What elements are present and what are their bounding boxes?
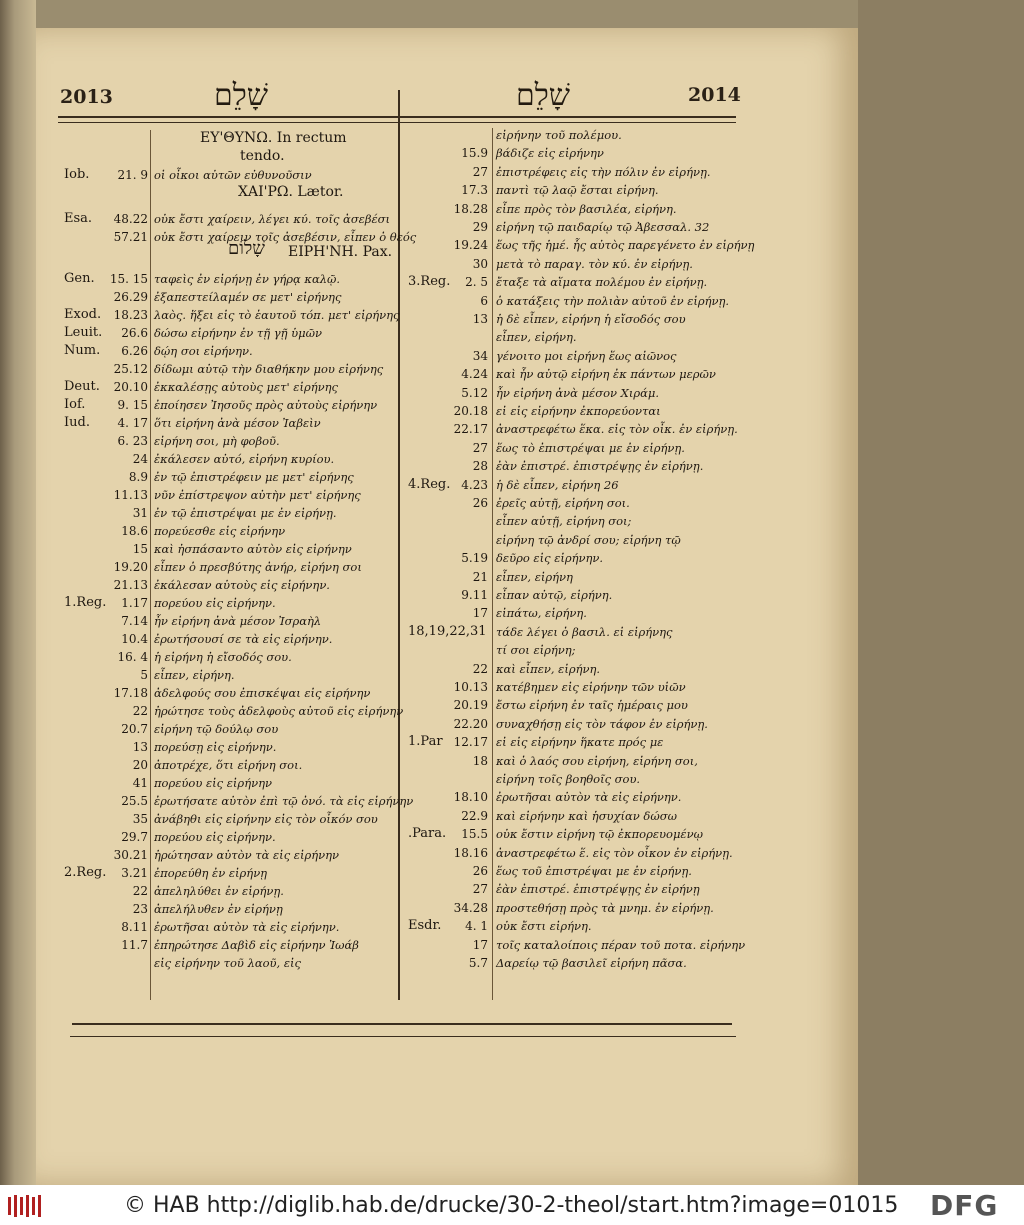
book-abbrev: 2.Reg. [64, 865, 107, 880]
section-heading-eythyno: ΕΥ'ΘΥΝΩ. In rectum [200, 130, 347, 146]
verse-reference: 27 [472, 164, 488, 179]
book-abbrev: Exod. [64, 307, 102, 322]
section-heading-chairo: ΧΑΙ'ΡΩ. Lætor. [238, 184, 344, 200]
verse-reference: 4.24 [461, 367, 488, 382]
column-divider [398, 90, 400, 1000]
page-number-left: 2013 [60, 86, 113, 108]
greek-citation: ἐπορεύθη ἐν εἰρήνῃ [154, 866, 268, 880]
greek-citation: ἦν εἰρήνη ἀνὰ μέσον Ἰσραὴλ [154, 614, 322, 628]
verse-reference: 9. 15 [117, 398, 148, 412]
greek-citation: γένοιτο μοι εἰρήνη ἕως αἰῶνος [496, 348, 677, 363]
greek-citation: εἶπαν αὐτῷ, εἰρήνη. [496, 588, 613, 602]
verse-reference: 11.7 [121, 938, 148, 952]
verse-reference: 19.24 [453, 238, 488, 253]
verse-reference: 10.4 [121, 632, 148, 646]
verse-reference: 16. 4 [117, 650, 148, 664]
verse-reference: 22.9 [461, 808, 488, 823]
verse-reference: 25.12 [113, 362, 148, 376]
greek-citation: ἀναστρεφέτω ἕ. εἰς τὸν οἶκον ἐν εἰρήνῃ. [496, 845, 733, 860]
greek-citation: εἰ εἰς εἰρήνην ἥκατε πρός με [496, 735, 664, 750]
greek-citation: οἱ οἶκοι αὐτῶν εὐθυνοῦσιν [154, 168, 312, 182]
section-heading-eirene: ΕΙΡΗ'ΝΗ. Pax. [288, 244, 393, 260]
greek-citation: ἕως τὸ ἐπιστρέψαι με ἐν εἰρήνῃ. [496, 440, 685, 455]
greek-citation: κατέβημεν εἰς εἰρήνην τῶν υἱῶν [496, 680, 686, 694]
verse-reference: 26.29 [113, 290, 148, 304]
greek-citation: ταφεὶς ἐν εἰρήνῃ ἐν γήρᾳ καλῷ. [154, 272, 341, 286]
verse-reference: 21. 9 [117, 168, 148, 182]
section-heading-hebrew-shalom: שָׁלוֹם [228, 238, 266, 259]
greek-citation: καὶ ἦν αὐτῷ εἰρήνη ἐκ πάντων μερῶν [496, 367, 716, 382]
verse-reference: 18 [472, 753, 488, 768]
verse-reference: 26 [472, 496, 488, 510]
verse-reference: 20.10 [113, 380, 148, 394]
greek-citation: δίδωμι αὐτῷ τὴν διαθήκην μου εἰρήνης [154, 362, 384, 376]
greek-citation: δῴη σοι εἰρήνην. [154, 344, 253, 358]
greek-citation: μετὰ τὸ παραγ. τὸν κύ. ἐν εἰρήνῃ. [496, 256, 693, 271]
verse-reference: 20.18 [453, 404, 488, 418]
verse-reference: 21.13 [113, 578, 148, 592]
verse-reference: 11.13 [113, 488, 148, 502]
greek-citation: πορεύεσθε εἰς εἰρήνην [154, 524, 286, 538]
greek-citation: εἶπε πρὸς τὸν βασιλέα, εἰρήνη. [496, 201, 677, 216]
greek-citation: ἐὰν ἐπιστρέ. ἐπιστρέψῃς ἐν εἰρήνῃ [496, 882, 700, 897]
verse-reference: 34 [472, 348, 488, 363]
section-heading-eythyno-cont: tendo. [240, 148, 285, 164]
verse-reference: 26.6 [121, 326, 148, 340]
greek-citation: ἐπιστρέφεις εἰς τὴν πόλιν ἐν εἰρήνῃ. [496, 164, 711, 179]
greek-citation: εἰρήνη τοῖς βοηθοῖς σου. [496, 772, 641, 786]
verse-reference: 3.21 [121, 866, 148, 880]
greek-citation: καὶ ὁ λαός σου εἰρήνη, εἰρήνη σοι, [496, 753, 698, 768]
book-abbrev: Leuit. [64, 325, 103, 340]
book-abbrev: Num. [64, 343, 101, 358]
verse-reference: 17 [472, 937, 488, 952]
greek-citation: ἐρωτῆσαι αὐτὸν τὰ εἰς εἰρήνην. [154, 920, 340, 934]
book-abbrev: Esdr. [408, 918, 442, 934]
verse-reference: 9.11 [461, 588, 488, 602]
verse-reference: 17.3 [461, 183, 488, 198]
greek-citation: εἰρήνη σοι, μὴ φοβοῦ. [154, 434, 280, 448]
book-abbrev: 3.Reg. [408, 274, 451, 290]
greek-citation: ἐρωτῆσαι αὐτὸν τὰ εἰς εἰρήνην. [496, 790, 682, 805]
verse-reference: 5.12 [461, 385, 488, 400]
verse-reference: 4. 1 [465, 919, 488, 934]
verse-reference: 28 [472, 459, 488, 474]
greek-citation: εἰρήνην τοῦ πολέμου. [496, 128, 622, 142]
verse-reference: 8.9 [128, 470, 148, 484]
greek-citation: εἶπεν αὐτῇ, εἰρήνη σοι; [496, 514, 632, 529]
verse-reference: 18.10 [453, 790, 488, 805]
verse-reference: 20.7 [121, 722, 148, 736]
greek-citation: ἡ εἰρήνη ἡ εἴσοδός σου. [154, 650, 292, 664]
greek-citation: πορεύου εἰς εἰρήνην. [154, 830, 276, 844]
verse-reference: 8.11 [121, 920, 148, 934]
hab-logo-icon [6, 1193, 46, 1219]
verse-reference: 15.9 [461, 146, 488, 161]
verse-reference: 1.17 [121, 596, 148, 610]
verse-reference: 4.23 [461, 477, 488, 492]
greek-citation: καὶ εἶπεν, εἰρήνη. [496, 661, 601, 676]
greek-citation: ἔταξε τὰ αἵματα πολέμου ἐν εἰρήνῃ. [496, 275, 708, 290]
verse-reference: 15. 15 [109, 272, 148, 286]
viewer-footer [0, 1185, 1024, 1225]
verse-reference: 5.19 [461, 551, 488, 566]
verse-reference: 41 [132, 776, 148, 790]
verse-reference: 6. 23 [117, 434, 148, 448]
book-abbrev: 4.Reg. [408, 476, 451, 492]
verse-reference: 27 [472, 882, 488, 897]
page-number-right: 2014 [688, 84, 741, 106]
book-abbrev: Iof. [64, 397, 86, 412]
copyright-url[interactable]: © HAB http://diglib.hab.de/drucke/30-2-theol/start.htm?image=01015 [124, 1193, 899, 1218]
footer-rule [72, 1023, 732, 1025]
book-abbrev: Iud. [64, 415, 90, 430]
greek-citation: ἐὰν ἐπιστρέ. ἐπιστρέψῃς ἐν εἰρήνῃ. [496, 459, 704, 474]
verse-reference: 30 [472, 256, 488, 271]
greek-citation: ἐρεῖς αὐτῇ, εἰρήνη σοι. [496, 496, 630, 510]
greek-citation: εἰς εἰρήνην τοῦ λαοῦ, εἰς [154, 956, 301, 970]
verse-reference: 21 [472, 569, 488, 584]
verse-reference: 22 [472, 661, 488, 676]
verse-reference: 29 [472, 220, 488, 234]
verse-reference: 10.13 [453, 680, 488, 694]
book-abbrev: Esa. [64, 211, 93, 226]
greek-citation: ἀπελήλυθεν ἐν εἰρήνῃ [154, 902, 283, 916]
greek-citation: ἀναστρεφέτω ἕκα. εἰς τὸν οἶκ. ἐν εἰρήνῃ. [496, 422, 738, 437]
greek-citation: οὐκ ἔστι χαίρειν, λέγει κύ. τοῖς ἀσεβέσι [154, 212, 391, 226]
verse-reference: 22.17 [453, 422, 488, 437]
greek-citation: εἰπάτω, εἰρήνη. [496, 606, 587, 621]
greek-citation: οὐκ ἔστιν εἰρήνη τῷ ἐκπορευομένῳ [496, 827, 703, 842]
verse-reference: 20 [132, 758, 148, 772]
greek-citation: εἶπεν ὁ πρεσβύτης ἀνήρ, εἰρήνη σοι [154, 560, 362, 574]
greek-citation: ἡ δὲ εἶπεν, εἰρήνη 26 [496, 477, 619, 492]
greek-citation: ἐρωτήσατε αὐτὸν ἐπὶ τῷ ὀνό. τὰ εἰς εἰρήνην [154, 794, 414, 808]
verse-reference: 22 [132, 704, 148, 718]
greek-citation: λαὸς. ἥξει εἰς τὸ ἑαυτοῦ τόπ. μετ' εἰρήνης [154, 308, 400, 322]
greek-citation: προστεθήσῃ πρὸς τὰ μνημ. ἐν εἰρήνῃ. [496, 900, 714, 915]
greek-citation: καὶ εἰρήνην καὶ ἡσυχίαν δώσω [496, 808, 677, 823]
right-ref-divider [492, 128, 493, 1000]
verse-reference: 13 [472, 312, 488, 326]
verse-reference: 17 [472, 606, 488, 621]
verse-reference: 48.22 [113, 212, 148, 226]
greek-citation: συναχθήσῃ εἰς τὸν τάφον ἐν εἰρήνῃ. [496, 716, 708, 731]
greek-citation: εἶπεν, εἰρήνη [496, 569, 573, 584]
verse-reference: 18.6 [121, 524, 148, 538]
greek-citation: ὅτι εἰρήνη ἀνὰ μέσον Ἰαβεὶν [154, 416, 321, 430]
verse-reference: 6 [480, 293, 488, 308]
verse-reference: 18.28 [453, 201, 488, 216]
verse-reference: 18.16 [453, 845, 488, 860]
greek-citation: ἐρωτήσουσί σε τὰ εἰς εἰρήνην. [154, 632, 333, 646]
verse-reference: 7.14 [121, 614, 148, 628]
greek-citation: ἡ δὲ εἶπεν, εἰρήνη ἡ εἴσοδός σου [496, 312, 686, 326]
verse-reference: 34.28 [453, 900, 488, 915]
greek-citation: ἐν τῷ ἐπιστρέψαι με ἐν εἰρήνῃ. [154, 506, 337, 520]
greek-citation: ἀπεληλύθει ἐν εἰρήνῃ. [154, 884, 284, 898]
greek-citation: οὐκ ἔστι χαίρειν τοῖς ἀσεβέσιν, εἶπεν ὁ θεός [154, 230, 417, 244]
hebrew-headword-left: שָׁלֵם [214, 78, 268, 113]
greek-citation: ἐν τῷ ἐπιστρέφειν με μετ' εἰρήνης [154, 470, 354, 484]
verse-reference: 17.18 [113, 686, 148, 700]
verse-reference: 30.21 [113, 848, 148, 862]
verse-reference: 29.7 [121, 830, 148, 844]
book-abbrev: Gen. [64, 271, 95, 286]
greek-citation: πορεύου εἰς εἰρήνην. [154, 596, 276, 610]
left-ref-divider [150, 130, 151, 1000]
greek-citation: ἐξαπεστείλαμέν σε μετ' εἰρήνης [154, 290, 342, 304]
verse-reference: 20.19 [453, 698, 488, 713]
verse-reference: 26 [472, 864, 488, 878]
verse-reference: 5.7 [468, 956, 488, 970]
verse-reference: 22 [132, 884, 148, 898]
greek-citation: ὁ κατάξεις τὴν πολιὰν αὐτοῦ ἐν εἰρήνῃ. [496, 293, 730, 308]
verse-reference: 5 [140, 668, 148, 682]
verse-reference: 35 [132, 812, 148, 826]
greek-citation: ἀδελφούς σου ἐπισκέψαι εἰς εἰρήνην [154, 686, 371, 700]
book-abbrev: 1.Par [408, 734, 443, 750]
book-abbrev: .Para. [408, 826, 447, 842]
greek-citation: τί σοι εἰρήνη; [496, 643, 576, 658]
greek-citation: καὶ ἠσπάσαντο αὐτὸν εἰς εἰρήνην [154, 542, 352, 556]
verse-reference: 6.26 [121, 344, 148, 358]
greek-citation: ἀποτρέχε, ὅτι εἰρήνη σοι. [154, 758, 303, 772]
scan-background [858, 0, 1024, 1185]
greek-citation: ἠρώτησε τοὺς ἀδελφοὺς αὐτοῦ εἰς εἰρήνην [154, 704, 404, 718]
header-rule-thin [58, 122, 736, 123]
greek-citation: εἶπεν, εἰρήνη. [496, 330, 577, 345]
verse-reference: 13 [132, 740, 148, 754]
verse-reference: 19.20 [113, 560, 148, 574]
greek-citation: ἠρώτησαν αὐτὸν τὰ εἰς εἰρήνην [154, 848, 339, 862]
verse-reference: 4. 17 [117, 416, 148, 430]
greek-citation: ἕως τῆς ἡμέ. ἧς αὐτὸς παρεγένετο ἐν εἰρήνῃ [496, 238, 755, 253]
verse-reference: 24 [132, 452, 148, 466]
book-spine [0, 0, 36, 1185]
verse-reference: 2. 5 [465, 275, 488, 290]
hebrew-headword-right: שָׁלֵם [516, 78, 570, 113]
greek-citation: ἐποίησεν Ἰησοῦς πρὸς αὐτοὺς εἰρήνην [154, 398, 378, 412]
verse-reference: 23 [132, 902, 148, 916]
greek-citation: δώσω εἰρήνην ἐν τῇ γῇ ὑμῶν [154, 326, 323, 340]
greek-citation: ἐκάλεσαν αὐτοὺς εἰς εἰρήνην. [154, 578, 330, 592]
greek-citation: ἐκκαλέσῃς αὐτοὺς μετ' εἰρήνης [154, 380, 338, 394]
verse-reference: 15.5 [461, 827, 488, 842]
greek-citation: Δαρείῳ τῷ βασιλεῖ εἰρήνη πᾶσα. [496, 956, 687, 970]
verse-reference: 15 [132, 542, 148, 556]
verse-reference: 31 [132, 506, 148, 520]
verse-reference: 27 [472, 440, 488, 455]
greek-citation: ἐπηρώτησε Δαβὶδ εἰς εἰρήνην Ἰωάβ [154, 938, 359, 952]
book-abbrev: 1.Reg. [64, 595, 107, 610]
greek-citation: οὐκ ἔστι εἰρήνη. [496, 919, 592, 934]
verse-reference: 25.5 [121, 794, 148, 808]
greek-citation: δεῦρο εἰς εἰρήνην. [496, 551, 604, 566]
greek-citation: παντὶ τῷ λαῷ ἔσται εἰρήνη. [496, 183, 659, 198]
dfg-logo: DFG [930, 1189, 999, 1222]
greek-citation: τοῖς καταλοίποις πέραν τοῦ ποτα. εἰρήνην [496, 937, 746, 952]
greek-citation: πορεύου εἰς εἰρήνην [154, 776, 272, 790]
book-abbrev: Deut. [64, 379, 100, 394]
greek-citation: βάδιζε εἰς εἰρήνην [496, 146, 604, 161]
greek-citation: ἀνάβηθι εἰς εἰρήνην εἰς τὸν οἶκόν σου [154, 812, 378, 826]
greek-citation: εἰρήνη τῷ ἀνδρί σου; εἰρήνη τῷ [496, 532, 681, 547]
greek-citation: ἦν εἰρήνη ἀνὰ μέσον Χιράμ. [496, 385, 659, 400]
greek-citation: εἰ εἰς εἰρήνην ἐκπορεύονται [496, 404, 661, 418]
greek-citation: νῦν ἐπίστρεψον αὐτὴν μετ' εἰρήνης [154, 488, 361, 502]
greek-citation: ἔστω εἰρήνη ἐν ταῖς ἡμέραις μου [496, 698, 688, 713]
greek-citation: εἶπεν, εἰρήνη. [154, 668, 235, 682]
book-abbrev: Iob. [64, 167, 90, 182]
greek-citation: εἰρήνη τῷ παιδαρίῳ τῷ Ἀβεσσαλ. 32 [496, 220, 710, 234]
verse-reference: 57.21 [113, 230, 148, 244]
greek-citation: πορεύσῃ εἰς εἰρήνην. [154, 740, 277, 754]
greek-citation: εἰρήνη τῷ δούλῳ σου [154, 722, 279, 736]
footer-rule-thin [70, 1036, 736, 1037]
greek-citation: ἐκάλεσεν αὐτό, εἰρήνη κυρίου. [154, 452, 335, 466]
header-rule [58, 116, 736, 118]
book-abbrev: 18,19,22,31 [408, 623, 487, 639]
verse-reference: 12.17 [453, 735, 488, 750]
greek-citation: ἕως τοῦ ἐπιστρέψαι με ἐν εἰρήνῃ. [496, 864, 692, 878]
verse-reference: 18.23 [113, 308, 148, 322]
greek-citation: τάδε λέγει ὁ βασιλ. εἰ εἰρήνης [496, 624, 673, 639]
verse-reference: 22.20 [453, 716, 488, 731]
